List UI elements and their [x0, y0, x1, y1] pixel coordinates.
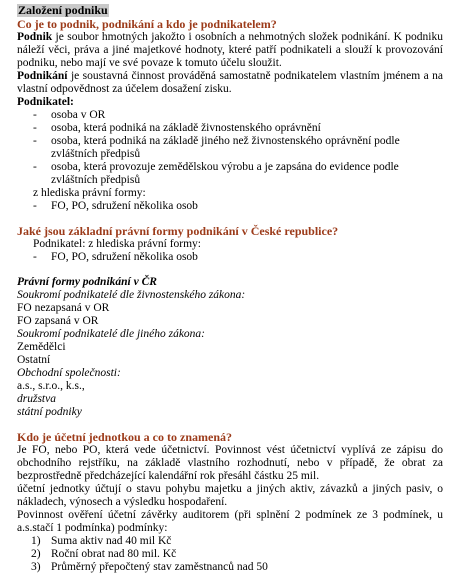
list-item: a.s., s.r.o., k.s., [17, 380, 85, 392]
paragraph-ucetni-jednotky-uctuji: účetní jednotky účtují o stavu pohybu majetku a jiných aktiv, závazků a jiných pasiv, o nákladech, výnosech a výsledku hospodaření. [17, 483, 443, 508]
podnikatel-list [17, 109, 443, 187]
subheading-jiny-zakon: Soukromí podnikatelé dle jiného zákona: [17, 328, 206, 340]
list-item: družstva [17, 393, 56, 405]
question-2: Jaké jsou základní právní formy podnikání v České republice? [17, 224, 339, 238]
document-title: Založení podniku [18, 3, 108, 17]
list-item: Zemědělci [17, 341, 66, 353]
list-item: - osoba v OR [33, 109, 106, 121]
pravni-formy-label: z hlediska právní formy: [33, 187, 146, 199]
list-item: - FO, PO, sdružení několika osob [33, 251, 198, 263]
section-heading-pravni-formy: Právní formy podnikání v ČR [17, 276, 157, 288]
q2-list [17, 251, 443, 264]
pravni-formy-list [17, 200, 443, 213]
list-item: 2) Roční obrat nad 80 mil. Kč [31, 548, 177, 560]
conditions-list [17, 535, 443, 574]
list-item: - osoba, která podniká na základě jiného než živnostenského oprávnění podle zvláštních předpisů [33, 135, 400, 160]
list-item: 3) Průměrný přepočtený stav zaměstnanců nad 50 [31, 561, 268, 573]
list-item: Ostatní [17, 354, 51, 366]
list-item: - FO, PO, sdružení několika osob [33, 200, 198, 212]
subheading-zivnostensky: Soukromí podnikatelé dle živnostenského zákona: [17, 289, 246, 301]
list-item: FO zapsaná v OR [17, 315, 99, 327]
list-item: FO nezapsaná v OR [17, 302, 110, 314]
question-3: Kdo je účetní jednotkou a co to znamená? [17, 430, 232, 444]
q2-label: Podnikatel: z hlediska právní formy: [33, 238, 201, 250]
paragraph-ucetni-jednotka: Je FO, nebo PO, která vede účetnictví. Povinnost vést účetnictví vyplívá ze zápisu do obchodního rejstříku, na základě vlastního rozhodnutí, nebo v případě, že obrat za bezprostředně předcházející kalendářní rok přesáhl částku 25 mil. [17, 444, 443, 482]
list-item: - osoba, která podniká na základě živnostenského oprávnění [33, 122, 321, 134]
podnikatel-heading: Podnikatel: [17, 96, 74, 108]
list-item: státní podniky [17, 406, 82, 418]
paragraph-podnikani: Podnikání je soustavná činnost prováděná samostatně podnikatelem vlastním jménem a na vlastní odpovědnost za účelem dosažení zisku. [17, 70, 443, 95]
paragraph-podnik: Podnik je soubor hmotných jakožto i osobních a nehmotných složek podnikání. K podniku náleží věci, práva a jiné majetkové hodnoty, které patří podnikateli a slouží k provozování podniku, nebo mají ve své povaze k tomuto účelu sloužit. [17, 31, 443, 69]
paragraph-audit: Povinnost ověření účetní závěrky auditorem (při splnění 2 podmínek ze 3 podmínek, u a.s.stačí 1 podmínka) podmínky: [17, 509, 443, 534]
document-page [17, 4, 443, 574]
subheading-obchodni-spolecnosti: Obchodní společnosti: [17, 367, 121, 379]
list-item: 1) Suma aktiv nad 40 mil Kč [31, 535, 172, 547]
list-item: - osoba, která provozuje zemědělskou výrobu a je zapsána do evidence podle zvláštních předpisů [33, 161, 399, 186]
question-1: Co je to podnik, podnikání a kdo je podnikatelem? [17, 17, 277, 31]
